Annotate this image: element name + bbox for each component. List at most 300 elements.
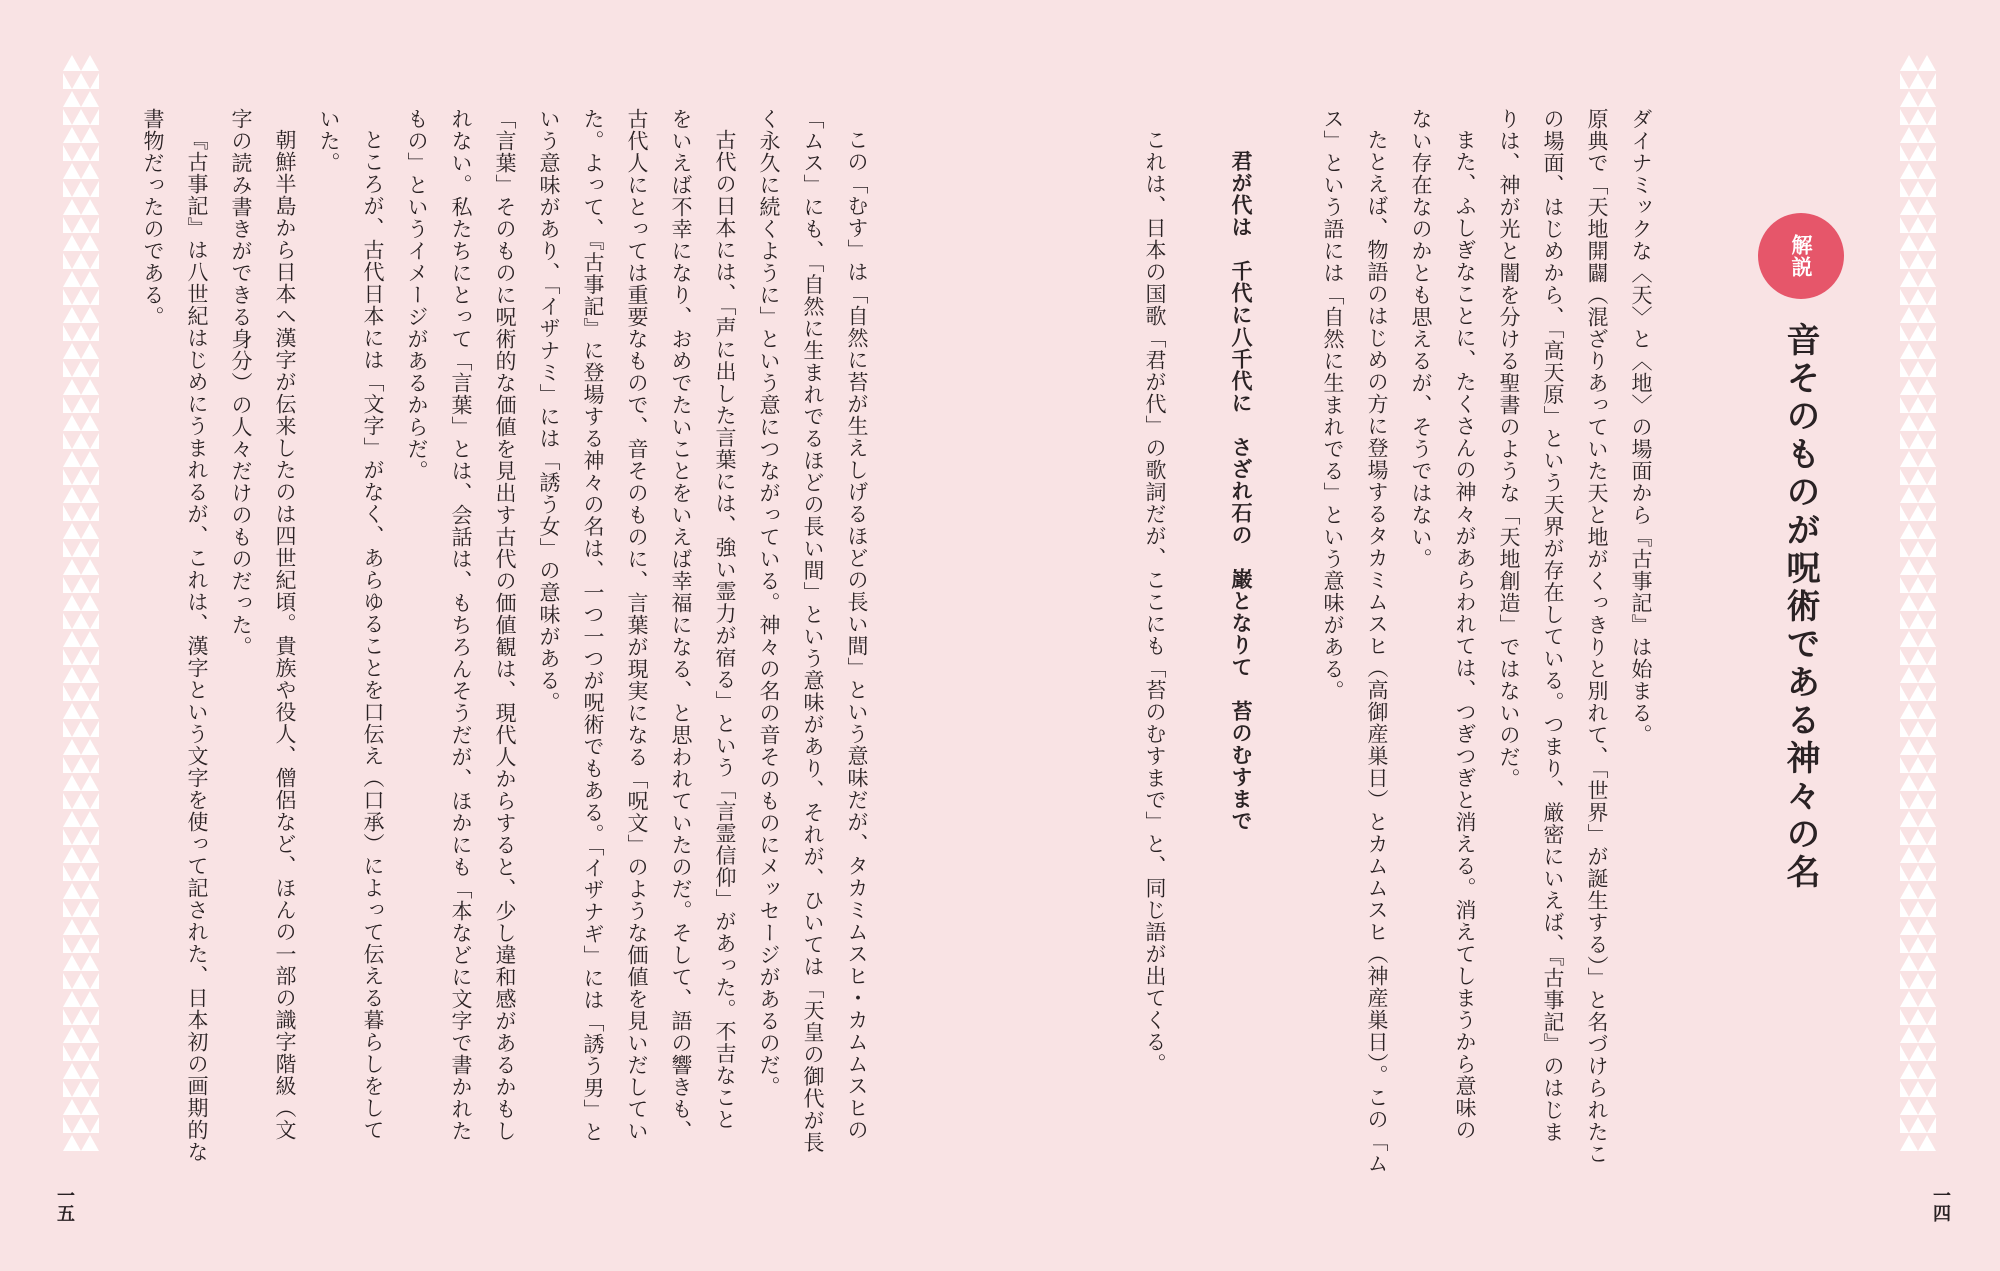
triangle-ornament <box>1918 667 1936 683</box>
triangle-ornament <box>81 271 99 287</box>
triangle-ornament <box>63 577 72 593</box>
triangle-ornament <box>90 901 99 917</box>
triangle-ornament <box>1900 847 1918 863</box>
left-line-10: れない。私たちにとって「言葉」とは、会話は、もちろんそうだが、ほかにも「本などに文字で書かれた <box>449 108 473 1142</box>
triangle-ornament <box>1918 487 1936 503</box>
triangle-ornament <box>63 829 72 845</box>
right-line-4: りは、神が光と闇を分ける聖書のような「天地創造」ではないのだ。 <box>1497 108 1521 790</box>
triangle-ornament <box>1900 1009 1909 1025</box>
triangle-ornament <box>63 1081 72 1097</box>
triangle-ornament <box>90 613 99 629</box>
triangle-ornament <box>1900 1063 1918 1079</box>
triangle-ornament <box>81 775 99 791</box>
triangle-ornament <box>1927 1045 1936 1061</box>
right-triangle-border <box>1900 55 1936 1153</box>
triangle-ornament <box>63 55 81 71</box>
triangle-ornament <box>81 883 99 899</box>
triangle-ornament <box>1927 433 1936 449</box>
triangle-ornament <box>63 847 81 863</box>
triangle-ornament <box>1900 631 1918 647</box>
triangle-ornament <box>63 91 81 107</box>
triangle-ornament <box>1900 415 1918 431</box>
triangle-ornament <box>1918 307 1936 323</box>
triangle-ornament <box>1927 613 1936 629</box>
triangle-ornament <box>63 685 72 701</box>
triangle-ornament <box>81 379 99 395</box>
triangle-ornament <box>1927 829 1936 845</box>
left-line-4: 古代の日本には、「声に出した言葉には、強い霊力が宿る」という「言霊信仰」があった。不吉なこと <box>713 129 737 1131</box>
triangle-ornament <box>72 145 90 161</box>
triangle-ornament <box>1900 1135 1918 1151</box>
triangle-ornament <box>72 361 90 377</box>
right-line-5: また、ふしぎなことに、たくさんの神々があらわれては、つぎつぎと消える。消えてしまうから意味の <box>1453 129 1477 1141</box>
triangle-ornament <box>90 73 99 89</box>
triangle-ornament <box>63 703 81 719</box>
triangle-ornament <box>81 1027 99 1043</box>
triangle-ornament <box>72 577 90 593</box>
triangle-ornament <box>1918 775 1936 791</box>
triangle-ornament <box>72 721 90 737</box>
left-line-5: をいえば不幸になり、おめでたいことをいえば幸福になる、と思われていたのだ。そして、語の響きも、 <box>669 108 693 1142</box>
left-line-1: この「むす」は「自然に苔が生えしげるほどの長い間」という意味だが、タカミムスヒ・カムムスヒの <box>845 129 869 1141</box>
triangle-ornament <box>63 163 81 179</box>
triangle-ornament <box>1900 1099 1918 1115</box>
triangle-ornament <box>63 1009 72 1025</box>
triangle-ornament <box>1918 1027 1936 1043</box>
triangle-ornament <box>72 901 90 917</box>
triangle-ornament <box>90 397 99 413</box>
left-line-15: 字の読み書きができる身分）の人々だけのものだった。 <box>229 108 253 658</box>
triangle-ornament <box>1909 145 1927 161</box>
triangle-ornament <box>72 253 90 269</box>
triangle-ornament <box>1900 271 1918 287</box>
triangle-ornament <box>72 685 90 701</box>
triangle-ornament <box>90 253 99 269</box>
triangle-ornament <box>1900 361 1909 377</box>
triangle-ornament <box>1900 865 1909 881</box>
triangle-ornament <box>63 865 72 881</box>
triangle-ornament <box>63 1027 81 1043</box>
triangle-ornament <box>72 73 90 89</box>
triangle-ornament <box>1927 397 1936 413</box>
triangle-ornament <box>72 937 90 953</box>
triangle-ornament <box>81 235 99 251</box>
triangle-ornament <box>63 289 72 305</box>
triangle-ornament <box>1909 397 1927 413</box>
triangle-ornament <box>1909 721 1927 737</box>
triangle-ornament <box>90 829 99 845</box>
right-line-7: たとえば、物語のはじめの方に登場するタカミムスヒ（高御産巣日）とカムムスヒ（神産巣日）。この「ム <box>1365 129 1389 1175</box>
triangle-ornament <box>1900 775 1918 791</box>
left-line-6: 古代人にとっては重要なもので、音そのものに、言葉が現実になる「呪文」のような価値を見いだしてい <box>625 108 649 1142</box>
triangle-ornament <box>72 397 90 413</box>
triangle-ornament <box>1900 217 1909 233</box>
triangle-ornament <box>63 1045 72 1061</box>
triangle-ornament <box>90 757 99 773</box>
triangle-ornament <box>1927 649 1936 665</box>
left-line-17: 書物だったのである。 <box>141 108 165 328</box>
triangle-ornament <box>81 811 99 827</box>
triangle-ornament <box>81 919 99 935</box>
triangle-ornament <box>1927 577 1936 593</box>
triangle-ornament <box>81 163 99 179</box>
triangle-ornament <box>81 307 99 323</box>
triangle-ornament <box>72 181 90 197</box>
triangle-ornament <box>1900 487 1918 503</box>
triangle-ornament <box>1900 325 1909 341</box>
triangle-ornament <box>1900 667 1918 683</box>
triangle-ornament <box>90 469 99 485</box>
triangle-ornament <box>1927 973 1936 989</box>
triangle-ornament <box>90 937 99 953</box>
triangle-ornament <box>1909 433 1927 449</box>
triangle-ornament <box>72 1117 90 1133</box>
triangle-ornament <box>63 109 72 125</box>
triangle-ornament <box>1927 505 1936 521</box>
triangle-ornament <box>1918 1063 1936 1079</box>
triangle-ornament <box>1927 109 1936 125</box>
left-line-7: た。よって、『古事記』に登場する神々の名は、一つ一つが呪術でもある。「イザナギ」には「誘う男」と <box>581 108 605 1143</box>
triangle-ornament <box>81 667 99 683</box>
right-line-2: 原典で「天地開闢（混ざりあっていた天と地がくっきりと別れて、「世界」が誕生する）」と名づけられたこ <box>1585 108 1609 1165</box>
triangle-ornament <box>90 361 99 377</box>
triangle-ornament <box>1900 163 1918 179</box>
triangle-ornament <box>63 919 81 935</box>
triangle-ornament <box>63 127 81 143</box>
triangle-ornament <box>63 217 72 233</box>
triangle-ornament <box>1927 361 1936 377</box>
triangle-ornament <box>72 505 90 521</box>
triangle-ornament <box>90 865 99 881</box>
triangle-ornament <box>1927 1117 1936 1133</box>
triangle-ornament <box>72 433 90 449</box>
triangle-ornament <box>63 505 72 521</box>
left-line-2: 「ムス」にも、「自然に生まれでるほどの長い間」という意味があり、それが、ひいては「天皇の御代が長 <box>801 108 825 1154</box>
triangle-ornament <box>1909 289 1927 305</box>
triangle-ornament <box>63 145 72 161</box>
triangle-ornament <box>63 793 72 809</box>
triangle-ornament <box>1900 253 1909 269</box>
triangle-ornament <box>1909 757 1927 773</box>
triangle-ornament <box>1900 685 1909 701</box>
triangle-ornament <box>63 883 81 899</box>
triangle-ornament <box>63 397 72 413</box>
triangle-ornament <box>72 793 90 809</box>
triangle-ornament <box>1918 1135 1936 1151</box>
triangle-ornament <box>81 91 99 107</box>
left-triangle-border <box>63 55 99 1153</box>
triangle-ornament <box>1900 109 1909 125</box>
triangle-ornament <box>72 613 90 629</box>
triangle-ornament <box>81 631 99 647</box>
triangle-ornament <box>1918 919 1936 935</box>
triangle-ornament <box>63 757 72 773</box>
triangle-ornament <box>63 325 72 341</box>
triangle-ornament <box>72 865 90 881</box>
triangle-ornament <box>1909 217 1927 233</box>
triangle-ornament <box>90 541 99 557</box>
triangle-ornament <box>63 307 81 323</box>
triangle-ornament <box>63 937 72 953</box>
triangle-ornament <box>63 811 81 827</box>
triangle-ornament <box>90 721 99 737</box>
triangle-ornament <box>72 973 90 989</box>
triangle-ornament <box>81 991 99 1007</box>
triangle-ornament <box>1909 181 1927 197</box>
triangle-ornament <box>1900 505 1909 521</box>
triangle-ornament <box>90 1045 99 1061</box>
triangle-ornament <box>81 1099 99 1115</box>
triangle-ornament <box>63 739 81 755</box>
kimigayo-lyrics: 君が代は 千代に八千代に さざれ石の 巌となりて 苔のむすまで <box>1229 150 1254 832</box>
triangle-ornament <box>90 217 99 233</box>
triangle-ornament <box>63 451 81 467</box>
triangle-ornament <box>1900 703 1918 719</box>
triangle-ornament <box>1900 1081 1909 1097</box>
triangle-ornament <box>1900 397 1909 413</box>
triangle-ornament <box>1900 235 1918 251</box>
right-line-8: ス」という語には「自然に生まれでる」という意味がある。 <box>1321 108 1345 702</box>
triangle-ornament <box>1900 145 1909 161</box>
right-line-3: の場面、はじめから、「高天原」という天界が存在している。つまり、厳密にいえば、『古事記』のはじま <box>1541 108 1565 1143</box>
triangle-ornament <box>81 595 99 611</box>
triangle-ornament <box>63 991 81 1007</box>
triangle-ornament <box>1909 73 1927 89</box>
triangle-ornament <box>1927 685 1936 701</box>
triangle-ornament <box>1927 253 1936 269</box>
triangle-ornament <box>1927 217 1936 233</box>
left-line-12: ところが、古代日本には「文字」がなく、あらゆることを口伝え（口承）によって伝える暮らしをして <box>361 129 385 1141</box>
triangle-ornament <box>81 487 99 503</box>
triangle-ornament <box>90 109 99 125</box>
triangle-ornament <box>1918 55 1936 71</box>
triangle-ornament <box>72 1081 90 1097</box>
triangle-ornament <box>1927 865 1936 881</box>
triangle-ornament <box>1900 829 1909 845</box>
triangle-ornament <box>72 829 90 845</box>
triangle-ornament <box>1927 1081 1936 1097</box>
triangle-ornament <box>1909 505 1927 521</box>
triangle-ornament <box>63 361 72 377</box>
triangle-ornament <box>1900 181 1909 197</box>
triangle-ornament <box>1927 757 1936 773</box>
triangle-ornament <box>1900 379 1918 395</box>
triangle-ornament <box>63 541 72 557</box>
left-line-16: 『古事記』は八世紀はじめにうまれるが、これは、漢字という文字を使って記された、日本初の画期的な <box>185 129 209 1163</box>
triangle-ornament <box>81 127 99 143</box>
triangle-ornament <box>81 703 99 719</box>
triangle-ornament <box>81 451 99 467</box>
triangle-ornament <box>72 469 90 485</box>
left-line-13: いた。 <box>317 108 341 174</box>
triangle-ornament <box>1909 973 1927 989</box>
page-title: 音そのものが呪術である神々の名 <box>1780 322 1820 892</box>
triangle-ornament <box>63 667 81 683</box>
triangle-ornament <box>63 415 81 431</box>
triangle-ornament <box>1918 523 1936 539</box>
triangle-ornament <box>1927 145 1936 161</box>
triangle-ornament <box>1918 379 1936 395</box>
left-line-9: 「言葉」そのものに呪術的な価値を見出す古代の価値観は、現代人からすると、少し違和感があるかもし <box>493 108 517 1142</box>
triangle-ornament <box>1918 235 1936 251</box>
triangle-ornament <box>1909 1081 1927 1097</box>
triangle-ornament <box>1909 253 1927 269</box>
triangle-ornament <box>81 55 99 71</box>
triangle-ornament <box>1909 1117 1927 1133</box>
triangle-ornament <box>72 217 90 233</box>
triangle-ornament <box>81 199 99 215</box>
triangle-ornament <box>63 433 72 449</box>
page-number-left: 一五 <box>54 1186 75 1222</box>
triangle-ornament <box>81 739 99 755</box>
triangle-ornament <box>1918 127 1936 143</box>
kaisetsu-badge <box>1758 213 1844 299</box>
triangle-ornament <box>90 289 99 305</box>
badge-label: 解説 <box>1789 234 1813 278</box>
triangle-ornament <box>63 235 81 251</box>
triangle-ornament <box>1900 523 1918 539</box>
triangle-ornament <box>63 595 81 611</box>
triangle-ornament <box>1900 55 1918 71</box>
triangle-ornament <box>63 469 72 485</box>
triangle-ornament <box>1918 451 1936 467</box>
triangle-ornament <box>1918 1099 1936 1115</box>
triangle-ornament <box>90 181 99 197</box>
triangle-ornament <box>1918 91 1936 107</box>
triangle-ornament <box>90 325 99 341</box>
triangle-ornament <box>63 559 81 575</box>
triangle-ornament <box>1909 937 1927 953</box>
triangle-ornament <box>1927 325 1936 341</box>
triangle-ornament <box>1918 595 1936 611</box>
triangle-ornament <box>90 793 99 809</box>
triangle-ornament <box>81 343 99 359</box>
triangle-ornament <box>1927 937 1936 953</box>
triangle-ornament <box>63 181 72 197</box>
triangle-ornament <box>72 1009 90 1025</box>
triangle-ornament <box>1900 469 1909 485</box>
triangle-ornament <box>1918 163 1936 179</box>
triangle-ornament <box>1909 613 1927 629</box>
triangle-ornament <box>1927 73 1936 89</box>
triangle-ornament <box>90 685 99 701</box>
triangle-ornament <box>1900 1117 1909 1133</box>
triangle-ornament <box>1918 703 1936 719</box>
triangle-ornament <box>72 109 90 125</box>
triangle-ornament <box>1909 109 1927 125</box>
triangle-ornament <box>81 847 99 863</box>
triangle-ornament <box>1900 541 1909 557</box>
triangle-ornament <box>90 505 99 521</box>
triangle-ornament <box>90 1081 99 1097</box>
triangle-ornament <box>1900 811 1918 827</box>
triangle-ornament <box>63 973 72 989</box>
triangle-ornament <box>1927 721 1936 737</box>
triangle-ornament <box>1909 469 1927 485</box>
triangle-ornament <box>1927 1009 1936 1025</box>
triangle-ornament <box>63 73 72 89</box>
triangle-ornament <box>81 955 99 971</box>
triangle-ornament <box>1918 739 1936 755</box>
right-line-6: ない存在なのかとも思えるが、そうではない。 <box>1409 108 1433 570</box>
triangle-ornament <box>1927 181 1936 197</box>
triangle-ornament <box>63 253 72 269</box>
triangle-ornament <box>63 955 81 971</box>
triangle-ornament <box>1900 289 1909 305</box>
triangle-ornament <box>72 1045 90 1061</box>
triangle-ornament <box>1909 865 1927 881</box>
triangle-ornament <box>1918 343 1936 359</box>
triangle-ornament <box>1900 451 1918 467</box>
triangle-ornament <box>1900 433 1909 449</box>
triangle-ornament <box>1900 739 1918 755</box>
triangle-ornament <box>63 1063 81 1079</box>
triangle-ornament <box>1909 685 1927 701</box>
triangle-ornament <box>72 541 90 557</box>
triangle-ornament <box>63 199 81 215</box>
triangle-ornament <box>1918 883 1936 899</box>
triangle-ornament <box>1927 901 1936 917</box>
right-line-1: ダイナミックな〈天〉と〈地〉の場面から『古事記』は始まる。 <box>1629 108 1653 746</box>
triangle-ornament <box>81 1063 99 1079</box>
triangle-ornament <box>63 487 81 503</box>
triangle-ornament <box>1918 991 1936 1007</box>
triangle-ornament <box>1900 883 1918 899</box>
triangle-ornament <box>1900 649 1909 665</box>
triangle-ornament <box>72 289 90 305</box>
triangle-ornament <box>90 649 99 665</box>
triangle-ornament <box>63 523 81 539</box>
triangle-ornament <box>1909 829 1927 845</box>
left-line-14: 朝鮮半島から日本へ漢字が伝来したのは四世紀頃。貴族や役人、僧侶など、ほんの一部の識字階級（文 <box>273 129 297 1141</box>
triangle-ornament <box>81 415 99 431</box>
triangle-ornament <box>1900 973 1909 989</box>
triangle-ornament <box>63 1099 81 1115</box>
triangle-ornament <box>1918 559 1936 575</box>
triangle-ornament <box>1909 793 1927 809</box>
triangle-ornament <box>1909 1045 1927 1061</box>
triangle-ornament <box>1927 793 1936 809</box>
triangle-ornament <box>63 379 81 395</box>
triangle-ornament <box>63 631 81 647</box>
triangle-ornament <box>1900 901 1909 917</box>
triangle-ornament <box>63 649 72 665</box>
triangle-ornament <box>90 1117 99 1133</box>
triangle-ornament <box>1900 613 1909 629</box>
triangle-ornament <box>1900 1027 1918 1043</box>
triangle-ornament <box>1909 577 1927 593</box>
triangle-ornament <box>1918 415 1936 431</box>
triangle-ornament <box>63 1117 72 1133</box>
triangle-ornament <box>63 613 72 629</box>
triangle-ornament <box>63 721 72 737</box>
triangle-ornament <box>1927 469 1936 485</box>
triangle-ornament <box>1900 955 1918 971</box>
triangle-ornament <box>1927 541 1936 557</box>
triangle-ornament <box>1900 919 1918 935</box>
triangle-ornament <box>1900 91 1918 107</box>
triangle-ornament <box>1900 991 1918 1007</box>
triangle-ornament <box>1909 361 1927 377</box>
left-line-8: いう意味があり、「イザナミ」には「誘う女」の意味がある。 <box>537 108 561 714</box>
triangle-ornament <box>1927 289 1936 305</box>
triangle-ornament <box>63 1135 81 1151</box>
triangle-ornament <box>1900 937 1909 953</box>
right-line-10: これは、日本の国歌「君が代」の歌詞だが、ここにも「苔のむすまで」と、同じ語が出てくる。 <box>1143 129 1167 1075</box>
triangle-ornament <box>1909 901 1927 917</box>
triangle-ornament <box>1909 541 1927 557</box>
triangle-ornament <box>1900 793 1909 809</box>
